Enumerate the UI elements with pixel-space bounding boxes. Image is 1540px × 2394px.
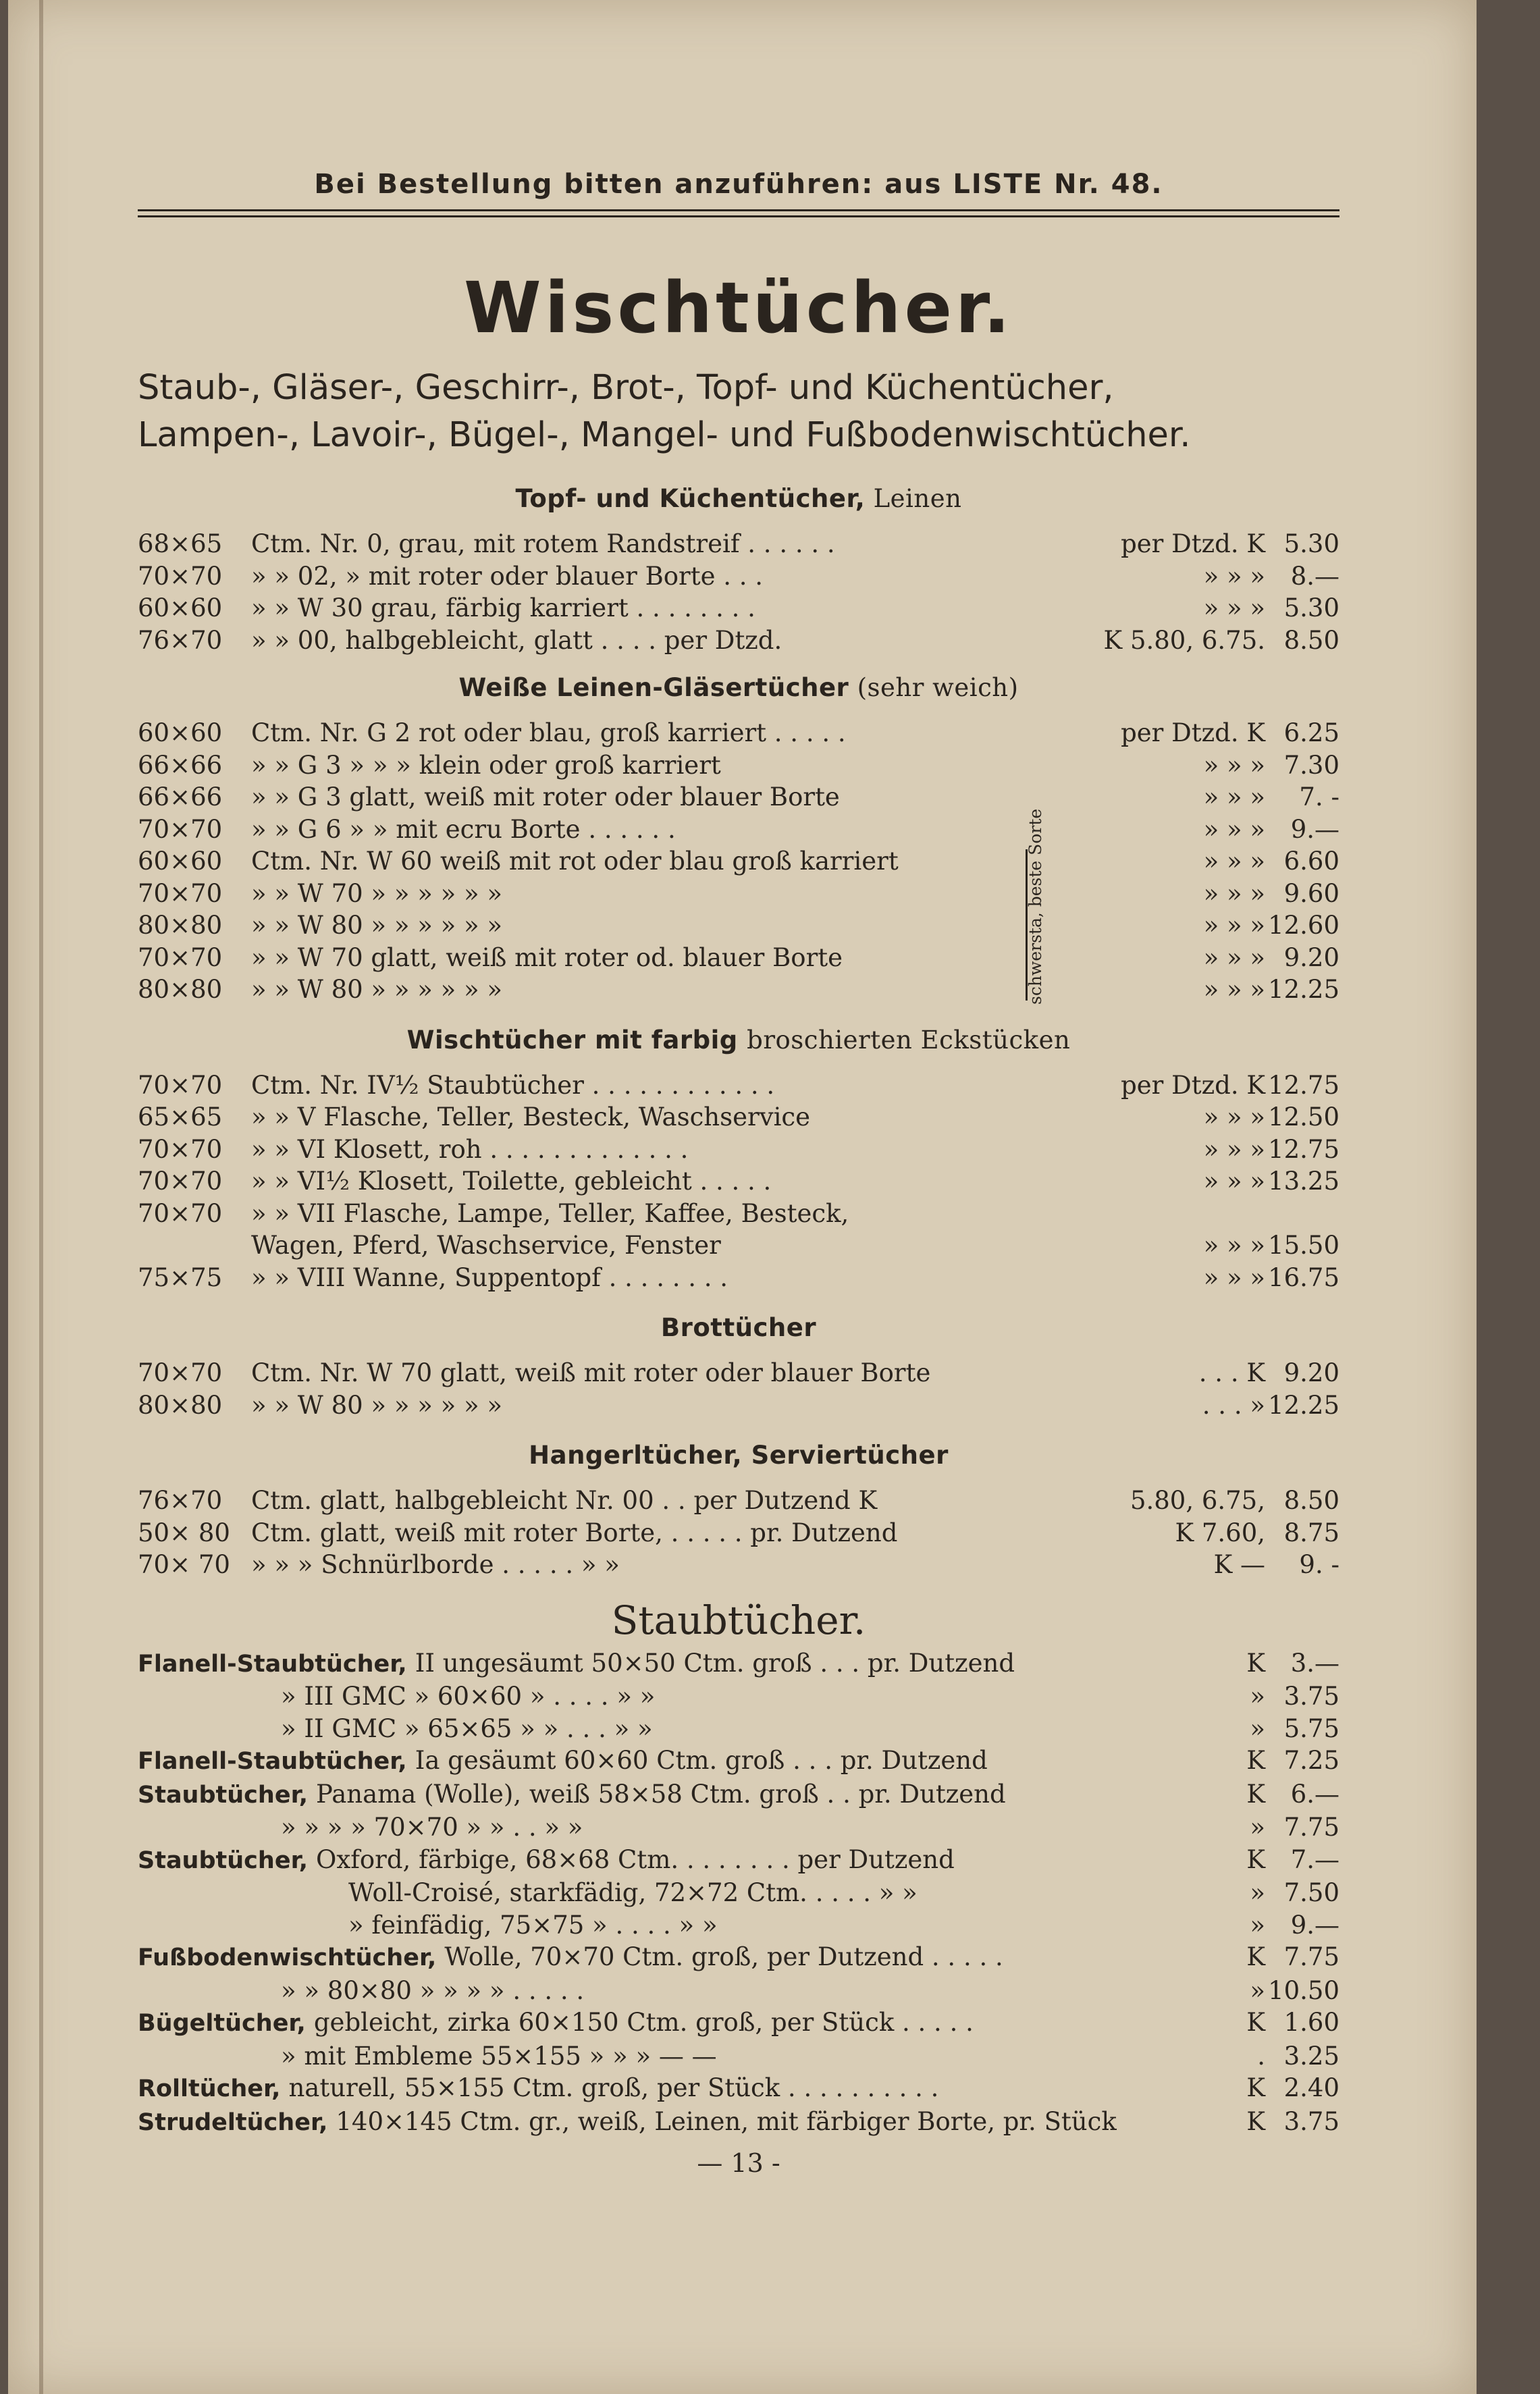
row-list [138, 1485, 1339, 1581]
description-cell: » » » Schnürlborde . . . . . » » [251, 1550, 620, 1579]
description-cell: Woll-Croisé, starkfädig, 72×72 Ctm. . . . . » » [348, 1878, 918, 1907]
price-cell: 13.25 [1268, 1167, 1339, 1196]
size-cell: 80×80 [138, 911, 223, 940]
price-row [138, 1485, 1339, 1517]
page-crease [39, 0, 43, 2394]
section-heading: Topf- und Küchentücher, Leinen [515, 484, 962, 513]
description-cell: » » W 80 » » » » » » [251, 975, 503, 1004]
unit-cell: » » » [1203, 975, 1265, 1004]
weisse-rows [138, 717, 1339, 1006]
price-row [138, 909, 1339, 942]
description-cell: » » G 3 glatt, weiß mit roter oder blauer Borte [251, 782, 840, 812]
description-cell: » » V Flasche, Teller, Besteck, Waschservice [251, 1102, 811, 1132]
price-cell: 7. - [1299, 782, 1339, 812]
price-cell: 8.50 [1283, 1486, 1339, 1515]
unit-cell: K [1246, 2008, 1265, 2037]
description-cell: » » W 30 grau, färbig karriert . . . . . . . . [251, 593, 755, 622]
unit-cell: » [1250, 1975, 1265, 2005]
unit-cell: » [1250, 1813, 1265, 1842]
unit-cell: K [1246, 1648, 1265, 1678]
description-cell: » » W 70 glatt, weiß mit roter od. blauer Borte [251, 942, 843, 972]
price-cell: 9.20 [1283, 942, 1339, 972]
description-cell: Ia gesäumt 60×60 Ctm. groß . . . pr. Dutzend [415, 1746, 988, 1775]
description-cell: » » G 6 » » mit ecru Borte . . . . . . [251, 814, 676, 844]
unit-cell: . . . » [1202, 1390, 1265, 1420]
unit-cell: » [1250, 1878, 1265, 1907]
staub-title: Staubtücher. [611, 1597, 866, 1643]
row-list [138, 1647, 1339, 2139]
price-row [138, 528, 1339, 560]
price-cell: 7.75 [1283, 1813, 1339, 1842]
section-farbig [138, 1023, 1339, 1294]
description-cell: Wagen, Pferd, Waschservice, Fenster [251, 1231, 721, 1260]
unit-cell: » » » [1203, 911, 1265, 940]
staub-row [138, 1713, 1339, 1745]
price-row [138, 1549, 1339, 1581]
staub-row [138, 1941, 1339, 1975]
section-heading: Hangerltücher, Serviertücher [529, 1441, 949, 1470]
price-cell: 3.75 [1283, 1682, 1339, 1711]
price-cell: 8.— [1290, 561, 1339, 591]
section-topf [138, 482, 1339, 656]
unit-cell: » » » [1203, 942, 1265, 972]
description-cell: Ctm. glatt, halbgebleicht Nr. 00 . . per Dutzend K [251, 1486, 878, 1515]
size-cell: 75×75 [138, 1262, 223, 1292]
staub-row [138, 2040, 1339, 2073]
item-label: Bügeltücher, [138, 2010, 306, 2037]
description-cell: » » 02, » mit roter oder blauer Borte . . . [251, 561, 764, 591]
item-label: Strudeltücher, [138, 2108, 328, 2136]
price-cell: 9.— [1290, 814, 1339, 844]
unit-cell: K 7.60, [1175, 1518, 1265, 1547]
unit-cell: per Dtzd. K [1121, 718, 1265, 747]
price-cell: 15.50 [1268, 1231, 1339, 1260]
size-cell: 80×80 [138, 975, 223, 1004]
description-cell: naturell, 55×155 Ctm. groß, per Stück . . . . . . . . . . [288, 2073, 939, 2102]
page-number: — 13 - [697, 2148, 780, 2178]
description-cell: gebleicht, zirka 60×150 Ctm. groß, per Stück . . . . . [313, 2008, 974, 2037]
price-row [138, 749, 1339, 782]
description-cell: » » VI½ Klosett, Toilette, gebleicht . . . . . [251, 1167, 772, 1196]
price-row [138, 1357, 1339, 1389]
unit-cell: » » » [1203, 847, 1265, 876]
item-label: Flanell-Staubtücher, [138, 1650, 407, 1678]
item-label: Rolltücher, [138, 2075, 281, 2102]
description-cell: Panama (Wolle), weiß 58×58 Ctm. groß . . pr. Dutzend [316, 1779, 1006, 1809]
unit-cell: » » » [1203, 814, 1265, 844]
page-sheet [8, 0, 1477, 2394]
unit-cell: » » » [1203, 1102, 1265, 1132]
price-cell: 9.20 [1283, 1358, 1339, 1387]
row-list [138, 1357, 1339, 1421]
unit-cell: per Dtzd. K [1121, 529, 1265, 558]
page-title: Wischtücher. [464, 267, 1013, 349]
unit-cell: » » » [1203, 1231, 1265, 1260]
description-cell: » » 80×80 » » » » . . . . . [281, 1975, 585, 2005]
description-cell: Ctm. Nr. W 60 weiß mit rot oder blau groß karriert [251, 847, 899, 876]
price-row [138, 717, 1339, 749]
price-cell: 2.40 [1283, 2073, 1339, 2102]
brace-note: schwersta, beste Sorte [1026, 808, 1045, 1005]
price-row [138, 781, 1339, 814]
staub-row [138, 1909, 1339, 1942]
section-hangerl [138, 1439, 1339, 1581]
item-label: Flanell-Staubtücher, [138, 1748, 407, 1775]
description-cell: » » 00, halbgebleicht, glatt . . . . per Dtzd. [251, 625, 782, 655]
size-cell: 65×65 [138, 1102, 223, 1132]
unit-cell: K [1246, 1844, 1265, 1874]
price-row [138, 1101, 1339, 1134]
price-row [138, 1198, 1339, 1230]
price-row [138, 814, 1339, 846]
unit-cell: 5.80, 6.75, [1130, 1486, 1265, 1515]
price-row [138, 1389, 1339, 1422]
description-cell: » feinfädig, 75×75 » . . . . » » [348, 1910, 718, 1940]
size-cell: 60×60 [138, 593, 223, 622]
unit-cell: » [1250, 1910, 1265, 1940]
description-cell: » mit Embleme 55×155 » » » — — [281, 2041, 717, 2071]
unit-cell: K [1246, 2106, 1265, 2136]
size-cell: 70×70 [138, 561, 223, 591]
price-cell: 7.50 [1283, 1878, 1339, 1907]
price-row [138, 1134, 1339, 1166]
size-cell: 76×70 [138, 625, 223, 655]
size-cell: 80×80 [138, 1390, 223, 1420]
price-row [138, 624, 1339, 657]
price-row [138, 942, 1339, 974]
price-cell: 7.30 [1283, 750, 1339, 780]
price-cell: 12.75 [1268, 1134, 1339, 1164]
price-cell: 12.25 [1268, 1390, 1339, 1420]
price-cell: 10.50 [1268, 1975, 1339, 2005]
price-cell: 6.25 [1283, 718, 1339, 747]
unit-cell: » » » [1203, 750, 1265, 780]
price-cell: 9.60 [1283, 878, 1339, 908]
description-cell: » » W 80 » » » » » » [251, 911, 503, 940]
price-cell: 9.— [1290, 1910, 1339, 1940]
price-cell: 12.75 [1268, 1070, 1339, 1100]
section-heading: Weiße Leinen-Gläsertücher (sehr weich) [458, 673, 1019, 702]
unit-cell: » » » [1203, 1134, 1265, 1164]
size-cell: 68×65 [138, 529, 223, 558]
description-cell: » II GMC » 65×65 » » . . . » » [281, 1713, 653, 1743]
unit-cell: » [1250, 1682, 1265, 1711]
price-row [138, 845, 1339, 878]
description-cell: » » W 70 » » » » » » [251, 878, 503, 908]
description-cell: Ctm. Nr. IV½ Staubtücher . . . . . . . . . . . . [251, 1070, 775, 1100]
size-cell: 76×70 [138, 1486, 223, 1515]
section-staub [138, 1593, 1339, 2139]
unit-cell: » » » [1203, 561, 1265, 591]
price-row [138, 592, 1339, 624]
section-heading: Wischtücher mit farbig broschierten Eckstücken [406, 1025, 1071, 1055]
description-cell: » » VII Flasche, Lampe, Teller, Kaffee, Besteck, [251, 1198, 849, 1228]
description-cell: » » » » 70×70 » » . . » » [281, 1813, 583, 1842]
unit-cell: . [1257, 2041, 1265, 2071]
description-cell: Ctm. Nr. G 2 rot oder blau, groß karriert . . . . . [251, 718, 846, 747]
size-cell: 70×70 [138, 1198, 223, 1228]
price-cell: 3.75 [1283, 2106, 1339, 2136]
price-row [138, 1229, 1339, 1262]
unit-cell: K [1246, 1942, 1265, 1971]
unit-cell: K [1246, 2073, 1265, 2102]
price-cell: 8.75 [1283, 1518, 1339, 1547]
size-cell: 70× 70 [138, 1550, 230, 1579]
size-cell: 60×60 [138, 718, 223, 747]
price-row [138, 1069, 1339, 1102]
size-cell: 66×66 [138, 782, 223, 812]
price-cell: 8.50 [1283, 625, 1339, 655]
price-row [138, 974, 1339, 1006]
item-label: Staubtücher, [138, 1846, 308, 1874]
price-cell: 7.75 [1283, 1942, 1339, 1971]
price-cell: 5.75 [1283, 1713, 1339, 1743]
page-content [138, 169, 1339, 2178]
price-cell: 3.25 [1283, 2041, 1339, 2071]
staub-row [138, 1844, 1339, 1878]
size-cell: 70×70 [138, 878, 223, 908]
description-cell: Ctm. Nr. 0, grau, mit rotem Randstreif . . . . . . [251, 529, 835, 558]
unit-cell: K 5.80, 6.75. [1103, 625, 1265, 655]
description-cell: » » VIII Wanne, Suppentopf . . . . . . . . [251, 1262, 728, 1292]
size-cell: 70×70 [138, 1167, 223, 1196]
unit-cell: » » » [1203, 1262, 1265, 1292]
size-cell: 60×60 [138, 847, 223, 876]
unit-cell: » » » [1203, 782, 1265, 812]
size-cell: 50× 80 [138, 1518, 230, 1547]
price-row [138, 1517, 1339, 1549]
order-header: Bei Bestellung bitten anzuführen: aus LISTE Nr. 48. [314, 169, 1163, 200]
size-cell: 70×70 [138, 1070, 223, 1100]
price-cell: 3.— [1290, 1648, 1339, 1678]
price-row [138, 1165, 1339, 1198]
unit-cell: » » » [1203, 593, 1265, 622]
description-cell: Ctm. glatt, weiß mit roter Borte, . . . . . pr. Dutzend [251, 1518, 898, 1547]
subtitle-line-1: Staub-, Gläser-, Geschirr-, Brot-, Topf- und Küchentücher, [138, 368, 1114, 408]
section-heading: Brottücher [660, 1313, 817, 1342]
size-cell: 70×70 [138, 942, 223, 972]
price-cell: 7.— [1290, 1844, 1339, 1874]
size-cell: 70×70 [138, 1358, 223, 1387]
staub-row [138, 1877, 1339, 1909]
price-row [138, 878, 1339, 910]
row-list [138, 1069, 1339, 1294]
price-cell: 12.25 [1268, 975, 1339, 1004]
price-cell: 12.60 [1268, 911, 1339, 940]
price-row [138, 1262, 1339, 1294]
unit-cell: » » » [1203, 878, 1265, 908]
unit-cell: K [1246, 1746, 1265, 1775]
section-brot [138, 1311, 1339, 1421]
item-label: Staubtücher, [138, 1781, 308, 1809]
description-cell: » » W 80 » » » » » » [251, 1390, 503, 1420]
section-weisse [138, 671, 1339, 1006]
staub-row [138, 1647, 1339, 1681]
price-cell: 1.60 [1283, 2008, 1339, 2037]
description-cell: Wolle, 70×70 Ctm. groß, per Dutzend . . . . . [444, 1942, 1003, 1971]
price-cell: 5.30 [1283, 593, 1339, 622]
description-cell: Ctm. Nr. W 70 glatt, weiß mit roter oder blauer Borte [251, 1358, 931, 1387]
price-cell: 6.— [1290, 1779, 1339, 1809]
staub-row [138, 2006, 1339, 2040]
staub-row [138, 2106, 1339, 2139]
price-cell: 16.75 [1268, 1262, 1339, 1292]
description-cell: » » G 3 » » » klein oder groß karriert [251, 750, 721, 780]
staub-row [138, 1745, 1339, 1778]
unit-cell: . . . K [1198, 1358, 1265, 1387]
size-cell: 66×66 [138, 750, 223, 780]
description-cell: Oxford, färbige, 68×68 Ctm. . . . . . . . per Dutzend [316, 1844, 955, 1874]
unit-cell: per Dtzd. K [1121, 1070, 1265, 1100]
description-cell: » » VI Klosett, roh . . . . . . . . . . . . . [251, 1134, 689, 1164]
staub-row [138, 1975, 1339, 2007]
price-cell: 12.50 [1268, 1102, 1339, 1132]
price-cell: 5.30 [1283, 529, 1339, 558]
row-list [138, 528, 1339, 656]
row-list [138, 717, 1339, 1006]
price-row [138, 560, 1339, 593]
staub-row [138, 1680, 1339, 1713]
description-cell: 140×145 Ctm. gr., weiß, Leinen, mit färbiger Borte, pr. Stück [336, 2106, 1117, 2136]
item-label: Fußbodenwischtücher, [138, 1944, 437, 1971]
description-cell: II ungesäumt 50×50 Ctm. groß . . . pr. Dutzend [415, 1648, 1015, 1678]
subtitle-line-2: Lampen-, Lavoir-, Bügel-, Mangel- und Fußbodenwischtücher. [138, 415, 1191, 455]
unit-cell: K — [1213, 1550, 1265, 1579]
unit-cell: » » » [1203, 1167, 1265, 1196]
price-cell: 7.25 [1283, 1746, 1339, 1775]
staub-row [138, 1778, 1339, 1812]
unit-cell: K [1246, 1779, 1265, 1809]
description-cell: » III GMC » 60×60 » . . . . » » [281, 1682, 656, 1711]
price-cell: 6.60 [1283, 847, 1339, 876]
header-double-rule [138, 209, 1339, 217]
size-cell: 70×70 [138, 814, 223, 844]
unit-cell: » [1250, 1713, 1265, 1743]
staub-row [138, 2072, 1339, 2106]
staub-row [138, 1811, 1339, 1844]
size-cell: 70×70 [138, 1134, 223, 1164]
price-cell: 9. - [1299, 1550, 1339, 1579]
